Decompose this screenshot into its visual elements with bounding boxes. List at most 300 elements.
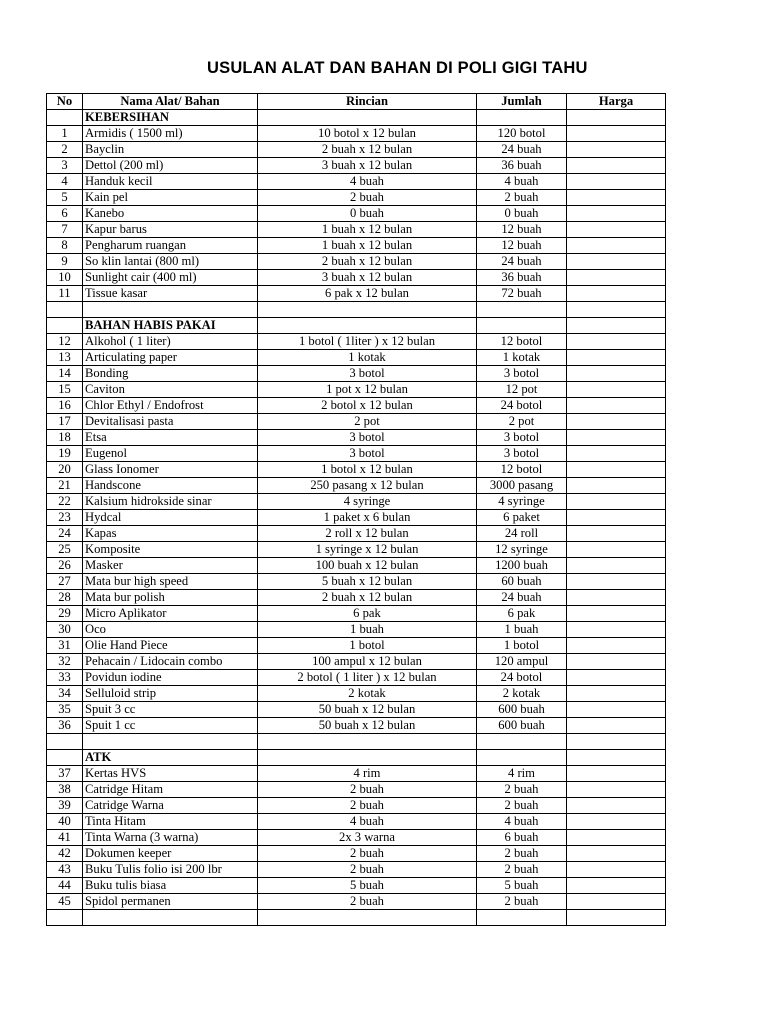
cell-rincian[interactable]: 50 buah x 12 bulan <box>258 718 477 734</box>
cell-name[interactable]: Kapur barus <box>83 222 258 238</box>
cell-jumlah[interactable]: 2 buah <box>477 782 567 798</box>
table-row <box>47 542 666 558</box>
cell-harga[interactable] <box>567 206 666 222</box>
cell-jumlah[interactable]: 600 buah <box>477 718 567 734</box>
cell-jumlah[interactable] <box>477 318 567 334</box>
cell-name[interactable]: Komposite <box>83 542 258 558</box>
cell-rincian[interactable]: 100 ampul x 12 bulan <box>258 654 477 670</box>
cell-name[interactable]: Tinta Hitam <box>83 814 258 830</box>
table-row <box>47 878 666 894</box>
cell-jumlah[interactable]: 5 buah <box>477 878 567 894</box>
cell-name[interactable]: Micro Aplikator <box>83 606 258 622</box>
cell-rincian[interactable]: 2 buah <box>258 894 477 910</box>
section-header-row <box>47 750 666 766</box>
cell-no[interactable]: 18 <box>47 430 83 446</box>
table-row <box>47 718 666 734</box>
cell-jumlah[interactable]: 600 buah <box>477 702 567 718</box>
cell-no[interactable]: 19 <box>47 446 83 462</box>
cell-no[interactable] <box>47 734 83 750</box>
cell-jumlah[interactable]: 2 buah <box>477 894 567 910</box>
cell-harga[interactable] <box>567 414 666 430</box>
table-row <box>47 206 666 222</box>
cell-no[interactable]: 10 <box>47 270 83 286</box>
cell-jumlah[interactable] <box>477 110 567 126</box>
cell-rincian[interactable]: 6 pak x 12 bulan <box>258 286 477 302</box>
table-row <box>47 222 666 238</box>
table-row <box>47 654 666 670</box>
cell-no[interactable]: 14 <box>47 366 83 382</box>
cell-rincian[interactable]: 1 paket x 6 bulan <box>258 510 477 526</box>
cell-rincian[interactable] <box>258 750 477 766</box>
cell-name[interactable]: Hydcal <box>83 510 258 526</box>
cell-name[interactable]: Masker <box>83 558 258 574</box>
cell-no[interactable]: 37 <box>47 766 83 782</box>
cell-name[interactable]: Catridge Hitam <box>83 782 258 798</box>
cell-no[interactable]: 26 <box>47 558 83 574</box>
cell-rincian[interactable]: 2 buah x 12 bulan <box>258 590 477 606</box>
cell-harga[interactable] <box>567 814 666 830</box>
cell-no[interactable]: 43 <box>47 862 83 878</box>
cell-jumlah[interactable]: 12 buah <box>477 238 567 254</box>
cell-no[interactable]: 28 <box>47 590 83 606</box>
cell-no[interactable]: 22 <box>47 494 83 510</box>
cell-rincian[interactable]: 2 buah x 12 bulan <box>258 254 477 270</box>
cell-rincian[interactable] <box>258 734 477 750</box>
cell-harga[interactable] <box>567 318 666 334</box>
table-row <box>47 126 666 142</box>
cell-name[interactable]: Etsa <box>83 430 258 446</box>
cell-rincian[interactable] <box>258 302 477 318</box>
cell-jumlah[interactable]: 4 buah <box>477 174 567 190</box>
cell-harga[interactable] <box>567 590 666 606</box>
cell-harga[interactable] <box>567 574 666 590</box>
cell-no[interactable]: 3 <box>47 158 83 174</box>
cell-no[interactable]: 8 <box>47 238 83 254</box>
cell-jumlah[interactable] <box>477 734 567 750</box>
table-header-row <box>47 94 666 110</box>
cell-harga[interactable] <box>567 334 666 350</box>
cell-jumlah[interactable]: 3 botol <box>477 366 567 382</box>
cell-rincian[interactable]: 2x 3 warna <box>258 830 477 846</box>
cell-no[interactable]: 17 <box>47 414 83 430</box>
cell-rincian[interactable]: 50 buah x 12 bulan <box>258 702 477 718</box>
cell-no[interactable]: 4 <box>47 174 83 190</box>
cell-harga[interactable] <box>567 670 666 686</box>
cell-name[interactable]: Kain pel <box>83 190 258 206</box>
cell-harga[interactable] <box>567 158 666 174</box>
cell-no[interactable]: 7 <box>47 222 83 238</box>
cell-name[interactable]: Kertas HVS <box>83 766 258 782</box>
cell-no[interactable]: 34 <box>47 686 83 702</box>
table-row <box>47 398 666 414</box>
cell-rincian[interactable]: 1 botol <box>258 638 477 654</box>
cell-name[interactable]: Handuk kecil <box>83 174 258 190</box>
header-no[interactable]: No <box>47 94 83 110</box>
cell-name[interactable]: Caviton <box>83 382 258 398</box>
cell-no[interactable]: 9 <box>47 254 83 270</box>
cell-jumlah[interactable]: 3000 pasang <box>477 478 567 494</box>
cell-no[interactable]: 31 <box>47 638 83 654</box>
table-row <box>47 254 666 270</box>
table-row <box>47 622 666 638</box>
cell-jumlah[interactable]: 4 syringe <box>477 494 567 510</box>
cell-jumlah[interactable]: 12 pot <box>477 382 567 398</box>
cell-rincian[interactable]: 2 buah <box>258 190 477 206</box>
table-row <box>47 334 666 350</box>
cell-harga[interactable] <box>567 302 666 318</box>
cell-rincian[interactable]: 1 buah x 12 bulan <box>258 238 477 254</box>
section-title[interactable]: KEBERSIHAN <box>83 110 258 126</box>
table-row <box>47 382 666 398</box>
cell-no[interactable]: 27 <box>47 574 83 590</box>
cell-name[interactable]: Tissue kasar <box>83 286 258 302</box>
table-body <box>47 110 666 926</box>
cell-name[interactable]: Articulating paper <box>83 350 258 366</box>
cell-harga[interactable] <box>567 174 666 190</box>
cell-name[interactable]: Kapas <box>83 526 258 542</box>
cell-no[interactable]: 13 <box>47 350 83 366</box>
cell-rincian[interactable]: 1 buah <box>258 622 477 638</box>
cell-name[interactable]: Mata bur polish <box>83 590 258 606</box>
table-row <box>47 830 666 846</box>
cell-rincian[interactable]: 2 buah x 12 bulan <box>258 142 477 158</box>
table-row <box>47 686 666 702</box>
cell-name[interactable]: So klin lantai (800 ml) <box>83 254 258 270</box>
cell-rincian[interactable]: 2 buah <box>258 782 477 798</box>
cell-rincian[interactable]: 2 botol x 12 bulan <box>258 398 477 414</box>
cell-harga[interactable] <box>567 254 666 270</box>
cell-name[interactable]: Catridge Warna <box>83 798 258 814</box>
cell-jumlah[interactable]: 24 buah <box>477 254 567 270</box>
cell-rincian[interactable]: 2 roll x 12 bulan <box>258 526 477 542</box>
cell-rincian[interactable]: 3 buah x 12 bulan <box>258 158 477 174</box>
cell-no[interactable]: 35 <box>47 702 83 718</box>
cell-no[interactable]: 30 <box>47 622 83 638</box>
cell-name[interactable]: Oco <box>83 622 258 638</box>
cell-no[interactable]: 5 <box>47 190 83 206</box>
cell-harga[interactable] <box>567 830 666 846</box>
blank-row <box>47 302 666 318</box>
cell-harga[interactable] <box>567 398 666 414</box>
cell-name[interactable]: Dokumen keeper <box>83 846 258 862</box>
cell-jumlah[interactable]: 24 buah <box>477 590 567 606</box>
cell-jumlah[interactable]: 1200 buah <box>477 558 567 574</box>
cell-jumlah[interactable] <box>477 750 567 766</box>
cell-jumlah[interactable]: 3 botol <box>477 446 567 462</box>
cell-no[interactable]: 40 <box>47 814 83 830</box>
cell-harga[interactable] <box>567 526 666 542</box>
cell-harga[interactable] <box>567 430 666 446</box>
cell-rincian[interactable]: 1 botol x 12 bulan <box>258 462 477 478</box>
cell-harga[interactable] <box>567 366 666 382</box>
cell-jumlah[interactable]: 2 buah <box>477 862 567 878</box>
cell-jumlah[interactable]: 2 kotak <box>477 686 567 702</box>
header-jumlah[interactable]: Jumlah <box>477 94 567 110</box>
cell-no[interactable]: 6 <box>47 206 83 222</box>
cell-harga[interactable] <box>567 238 666 254</box>
cell-harga[interactable] <box>567 110 666 126</box>
cell-name[interactable]: Glass Ionomer <box>83 462 258 478</box>
cell-rincian[interactable] <box>258 110 477 126</box>
cell-harga[interactable] <box>567 494 666 510</box>
cell-no[interactable]: 25 <box>47 542 83 558</box>
cell-no[interactable]: 24 <box>47 526 83 542</box>
section-title[interactable]: ATK <box>83 750 258 766</box>
cell-jumlah[interactable]: 6 buah <box>477 830 567 846</box>
cell-name[interactable]: Armidis ( 1500 ml) <box>83 126 258 142</box>
cell-rincian[interactable]: 250 pasang x 12 bulan <box>258 478 477 494</box>
cell-harga[interactable] <box>567 686 666 702</box>
cell-harga[interactable] <box>567 654 666 670</box>
cell-name[interactable]: Devitalisasi pasta <box>83 414 258 430</box>
cell-jumlah[interactable]: 120 botol <box>477 126 567 142</box>
cell-no[interactable]: 15 <box>47 382 83 398</box>
cell-rincian[interactable]: 4 rim <box>258 766 477 782</box>
table-row <box>47 766 666 782</box>
cell-no[interactable] <box>47 302 83 318</box>
cell-harga[interactable] <box>567 878 666 894</box>
cell-jumlah[interactable]: 4 rim <box>477 766 567 782</box>
cell-harga[interactable] <box>567 766 666 782</box>
table-row <box>47 462 666 478</box>
table-row <box>47 190 666 206</box>
table-row <box>47 702 666 718</box>
cell-jumlah[interactable]: 6 pak <box>477 606 567 622</box>
cell-jumlah[interactable]: 6 paket <box>477 510 567 526</box>
table-row <box>47 798 666 814</box>
cell-name[interactable]: Buku tulis biasa <box>83 878 258 894</box>
cell-rincian[interactable]: 1 kotak <box>258 350 477 366</box>
table-row <box>47 286 666 302</box>
cell-jumlah[interactable]: 12 syringe <box>477 542 567 558</box>
cell-harga[interactable] <box>567 702 666 718</box>
cell-jumlah[interactable]: 1 botol <box>477 638 567 654</box>
cell-rincian[interactable]: 2 kotak <box>258 686 477 702</box>
cell-jumlah[interactable]: 24 roll <box>477 526 567 542</box>
cell-harga[interactable] <box>567 606 666 622</box>
cell-jumlah[interactable]: 72 buah <box>477 286 567 302</box>
cell-no[interactable]: 39 <box>47 798 83 814</box>
cell-rincian[interactable]: 3 botol <box>258 446 477 462</box>
cell-name[interactable]: Povidun iodine <box>83 670 258 686</box>
cell-jumlah[interactable]: 2 buah <box>477 190 567 206</box>
cell-no[interactable] <box>47 750 83 766</box>
cell-name[interactable]: Mata bur high speed <box>83 574 258 590</box>
cell-name[interactable] <box>83 910 258 926</box>
cell-name[interactable]: Handscone <box>83 478 258 494</box>
cell-harga[interactable] <box>567 558 666 574</box>
table-row <box>47 158 666 174</box>
cell-jumlah[interactable]: 4 buah <box>477 814 567 830</box>
cell-harga[interactable] <box>567 126 666 142</box>
header-rincian[interactable]: Rincian <box>258 94 477 110</box>
cell-name[interactable]: Bonding <box>83 366 258 382</box>
cell-no[interactable]: 1 <box>47 126 83 142</box>
cell-rincian[interactable]: 2 pot <box>258 414 477 430</box>
cell-harga[interactable] <box>567 222 666 238</box>
cell-rincian[interactable]: 1 pot x 12 bulan <box>258 382 477 398</box>
header-name[interactable]: Nama Alat/ Bahan <box>83 94 258 110</box>
cell-no[interactable]: 20 <box>47 462 83 478</box>
cell-name[interactable]: Kanebo <box>83 206 258 222</box>
table-row <box>47 526 666 542</box>
cell-no[interactable]: 36 <box>47 718 83 734</box>
cell-name[interactable]: Spidol permanen <box>83 894 258 910</box>
cell-harga[interactable] <box>567 478 666 494</box>
cell-jumlah[interactable]: 12 botol <box>477 334 567 350</box>
cell-rincian[interactable]: 10 botol x 12 bulan <box>258 126 477 142</box>
cell-rincian[interactable]: 4 buah <box>258 814 477 830</box>
header-harga[interactable]: Harga <box>567 94 666 110</box>
cell-jumlah[interactable]: 2 buah <box>477 798 567 814</box>
section-header-row <box>47 318 666 334</box>
section-title[interactable]: BAHAN HABIS PAKAI <box>83 318 258 334</box>
cell-harga[interactable] <box>567 462 666 478</box>
cell-harga[interactable] <box>567 446 666 462</box>
cell-harga[interactable] <box>567 142 666 158</box>
cell-rincian[interactable]: 1 botol ( 1liter ) x 12 bulan <box>258 334 477 350</box>
cell-name[interactable]: Sunlight cair (400 ml) <box>83 270 258 286</box>
cell-name[interactable]: Selluloid strip <box>83 686 258 702</box>
cell-name[interactable]: Buku Tulis folio isi 200 lbr <box>83 862 258 878</box>
table-row <box>47 494 666 510</box>
cell-rincian[interactable]: 3 botol <box>258 430 477 446</box>
cell-rincian[interactable]: 4 syringe <box>258 494 477 510</box>
cell-no[interactable]: 11 <box>47 286 83 302</box>
cell-name[interactable]: Alkohol ( 1 liter) <box>83 334 258 350</box>
cell-harga[interactable] <box>567 350 666 366</box>
cell-no[interactable]: 2 <box>47 142 83 158</box>
cell-name[interactable] <box>83 734 258 750</box>
section-header-row <box>47 110 666 126</box>
table-row <box>47 366 666 382</box>
cell-harga[interactable] <box>567 750 666 766</box>
cell-rincian[interactable] <box>258 910 477 926</box>
cell-name[interactable]: Chlor Ethyl / Endofrost <box>83 398 258 414</box>
cell-jumlah[interactable] <box>477 910 567 926</box>
cell-jumlah[interactable]: 36 buah <box>477 158 567 174</box>
cell-harga[interactable] <box>567 190 666 206</box>
cell-rincian[interactable]: 0 buah <box>258 206 477 222</box>
cell-harga[interactable] <box>567 718 666 734</box>
cell-name[interactable] <box>83 302 258 318</box>
cell-no[interactable]: 21 <box>47 478 83 494</box>
cell-harga[interactable] <box>567 734 666 750</box>
cell-name[interactable]: Dettol (200 ml) <box>83 158 258 174</box>
cell-rincian[interactable]: 5 buah <box>258 878 477 894</box>
cell-rincian[interactable]: 1 syringe x 12 bulan <box>258 542 477 558</box>
cell-name[interactable]: Spuit 1 cc <box>83 718 258 734</box>
table-row <box>47 574 666 590</box>
table-row <box>47 350 666 366</box>
table-row <box>47 430 666 446</box>
cell-rincian[interactable]: 1 buah x 12 bulan <box>258 222 477 238</box>
cell-harga[interactable] <box>567 638 666 654</box>
cell-rincian[interactable]: 100 buah x 12 bulan <box>258 558 477 574</box>
cell-no[interactable]: 45 <box>47 894 83 910</box>
cell-rincian[interactable]: 2 botol ( 1 liter ) x 12 bulan <box>258 670 477 686</box>
cell-jumlah[interactable]: 36 buah <box>477 270 567 286</box>
cell-harga[interactable] <box>567 542 666 558</box>
cell-harga[interactable] <box>567 846 666 862</box>
cell-jumlah[interactable]: 12 buah <box>477 222 567 238</box>
cell-jumlah[interactable]: 12 botol <box>477 462 567 478</box>
cell-jumlah[interactable]: 1 kotak <box>477 350 567 366</box>
cell-rincian[interactable]: 5 buah x 12 bulan <box>258 574 477 590</box>
cell-jumlah[interactable]: 120 ampul <box>477 654 567 670</box>
cell-harga[interactable] <box>567 862 666 878</box>
cell-name[interactable]: Kalsium hidrokside sinar <box>83 494 258 510</box>
cell-no[interactable] <box>47 910 83 926</box>
cell-jumlah[interactable]: 3 botol <box>477 430 567 446</box>
cell-harga[interactable] <box>567 910 666 926</box>
cell-rincian[interactable]: 2 buah <box>258 846 477 862</box>
cell-harga[interactable] <box>567 622 666 638</box>
table-row <box>47 238 666 254</box>
cell-harga[interactable] <box>567 382 666 398</box>
cell-rincian[interactable]: 4 buah <box>258 174 477 190</box>
cell-rincian[interactable]: 3 botol <box>258 366 477 382</box>
cell-jumlah[interactable]: 60 buah <box>477 574 567 590</box>
cell-no[interactable]: 38 <box>47 782 83 798</box>
cell-jumlah[interactable]: 24 botol <box>477 398 567 414</box>
cell-no[interactable]: 44 <box>47 878 83 894</box>
table-row <box>47 638 666 654</box>
table-row <box>47 782 666 798</box>
cell-harga[interactable] <box>567 894 666 910</box>
cell-no[interactable]: 33 <box>47 670 83 686</box>
cell-name[interactable]: Tinta Warna (3 warna) <box>83 830 258 846</box>
cell-harga[interactable] <box>567 510 666 526</box>
cell-jumlah[interactable]: 2 pot <box>477 414 567 430</box>
cell-no[interactable] <box>47 110 83 126</box>
cell-no[interactable]: 42 <box>47 846 83 862</box>
cell-rincian[interactable]: 3 buah x 12 bulan <box>258 270 477 286</box>
cell-name[interactable]: Spuit 3 cc <box>83 702 258 718</box>
cell-no[interactable] <box>47 318 83 334</box>
cell-jumlah[interactable]: 24 botol <box>477 670 567 686</box>
cell-rincian[interactable] <box>258 318 477 334</box>
cell-rincian[interactable]: 2 buah <box>258 862 477 878</box>
cell-name[interactable]: Eugenol <box>83 446 258 462</box>
cell-jumlah[interactable] <box>477 302 567 318</box>
table-row <box>47 558 666 574</box>
cell-name[interactable]: Pengharum ruangan <box>83 238 258 254</box>
cell-jumlah[interactable]: 2 buah <box>477 846 567 862</box>
cell-name[interactable]: Bayclin <box>83 142 258 158</box>
cell-no[interactable]: 16 <box>47 398 83 414</box>
cell-harga[interactable] <box>567 286 666 302</box>
cell-harga[interactable] <box>567 270 666 286</box>
cell-name[interactable]: Olie Hand Piece <box>83 638 258 654</box>
cell-no[interactable]: 23 <box>47 510 83 526</box>
cell-jumlah[interactable]: 0 buah <box>477 206 567 222</box>
cell-no[interactable]: 41 <box>47 830 83 846</box>
cell-harga[interactable] <box>567 798 666 814</box>
cell-harga[interactable] <box>567 782 666 798</box>
page-title: USULAN ALAT DAN BAHAN DI POLI GIGI TAHU <box>207 59 588 77</box>
table-row <box>47 414 666 430</box>
cell-rincian[interactable]: 2 buah <box>258 798 477 814</box>
table-row <box>47 606 666 622</box>
cell-name[interactable]: Pehacain / Lidocain combo <box>83 654 258 670</box>
cell-no[interactable]: 32 <box>47 654 83 670</box>
cell-jumlah[interactable]: 1 buah <box>477 622 567 638</box>
cell-no[interactable]: 29 <box>47 606 83 622</box>
cell-no[interactable]: 12 <box>47 334 83 350</box>
cell-rincian[interactable]: 6 pak <box>258 606 477 622</box>
cell-jumlah[interactable]: 24 buah <box>477 142 567 158</box>
